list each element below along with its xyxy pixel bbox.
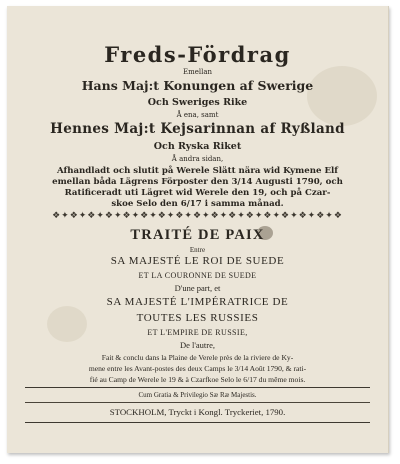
- swedish-empress: Hennes Maj:t Kejsarinnan af Ryßland: [50, 121, 345, 137]
- swedish-body-line: emellan båda Lägrens Förposter den 3/14 Augusti 1790, och: [52, 177, 343, 187]
- swedish-body-line: Afhandladt och slutit på Werele Slätt nära wid Kymene Elf: [57, 166, 338, 176]
- ornament-divider: ❖✦❖✦❖✦❖✦❖✦❖✦❖✦❖✦❖✦❖✦❖✦❖✦❖✦❖✦❖✦❖✦❖: [52, 211, 343, 221]
- imprint-line: STOCKHOLM, Tryckt i Kongl. Tryckeriet, 1790.: [109, 407, 286, 417]
- swedish-body-line: Ratificeradt uti Lägret wid Werele den 19, och på Czar-: [64, 188, 331, 198]
- french-title: TRAITÉ DE PAIX: [130, 227, 265, 243]
- top-rule: [25, 387, 370, 388]
- swedish-king: Hans Maj:t Konungen af Swerige: [81, 78, 314, 93]
- french-empire: ET L'EMPIRE DE RUSSIE,: [147, 328, 248, 337]
- french-empress: SA MAJESTÉ L'IMPÉRATRICE DE: [106, 296, 289, 308]
- swedish-other-side: Å andra sidan,: [171, 155, 224, 163]
- french-one-part: D'une part, et: [174, 283, 221, 293]
- french-russias: TOUTES LES RUSSIES: [136, 312, 259, 324]
- french-entre: Entre: [189, 246, 206, 254]
- french-other: De l'autre,: [179, 340, 216, 350]
- privilege-line: Cum Gratia & Privilegio Sæ Ræ Majestis.: [138, 391, 257, 399]
- french-body-line: mene entre les Avant-postes des deux Camps le 3/14 Août 1790, & rati-: [88, 364, 307, 373]
- swedish-title: Freds-Fördrag: [104, 42, 291, 67]
- french-body-line: Fait & conclu dans la Plaine de Verele près de la riviere de Ky-: [101, 353, 294, 362]
- french-body-line: fié au Camp de Werele le 19 & à Czarfkoe Selo le 6/17 du même mois.: [89, 375, 306, 384]
- document-page: [7, 6, 389, 453]
- swedish-realm: Och Sweriges Rike: [147, 97, 248, 108]
- swedish-body-line: skoe Selo den 6/17 i samma månad.: [111, 199, 284, 209]
- middle-rule: [25, 402, 370, 403]
- swedish-emellan: Emellan: [182, 68, 213, 76]
- swedish-one-side: Å ena, samt: [176, 111, 219, 119]
- bottom-rule: [25, 422, 370, 423]
- french-crown: ET LA COURONNE DE SUEDE: [138, 271, 257, 280]
- french-king: SA MAJESTÉ LE ROI DE SUEDE: [110, 255, 285, 267]
- swedish-russian-realm: Och Ryska Riket: [153, 141, 242, 152]
